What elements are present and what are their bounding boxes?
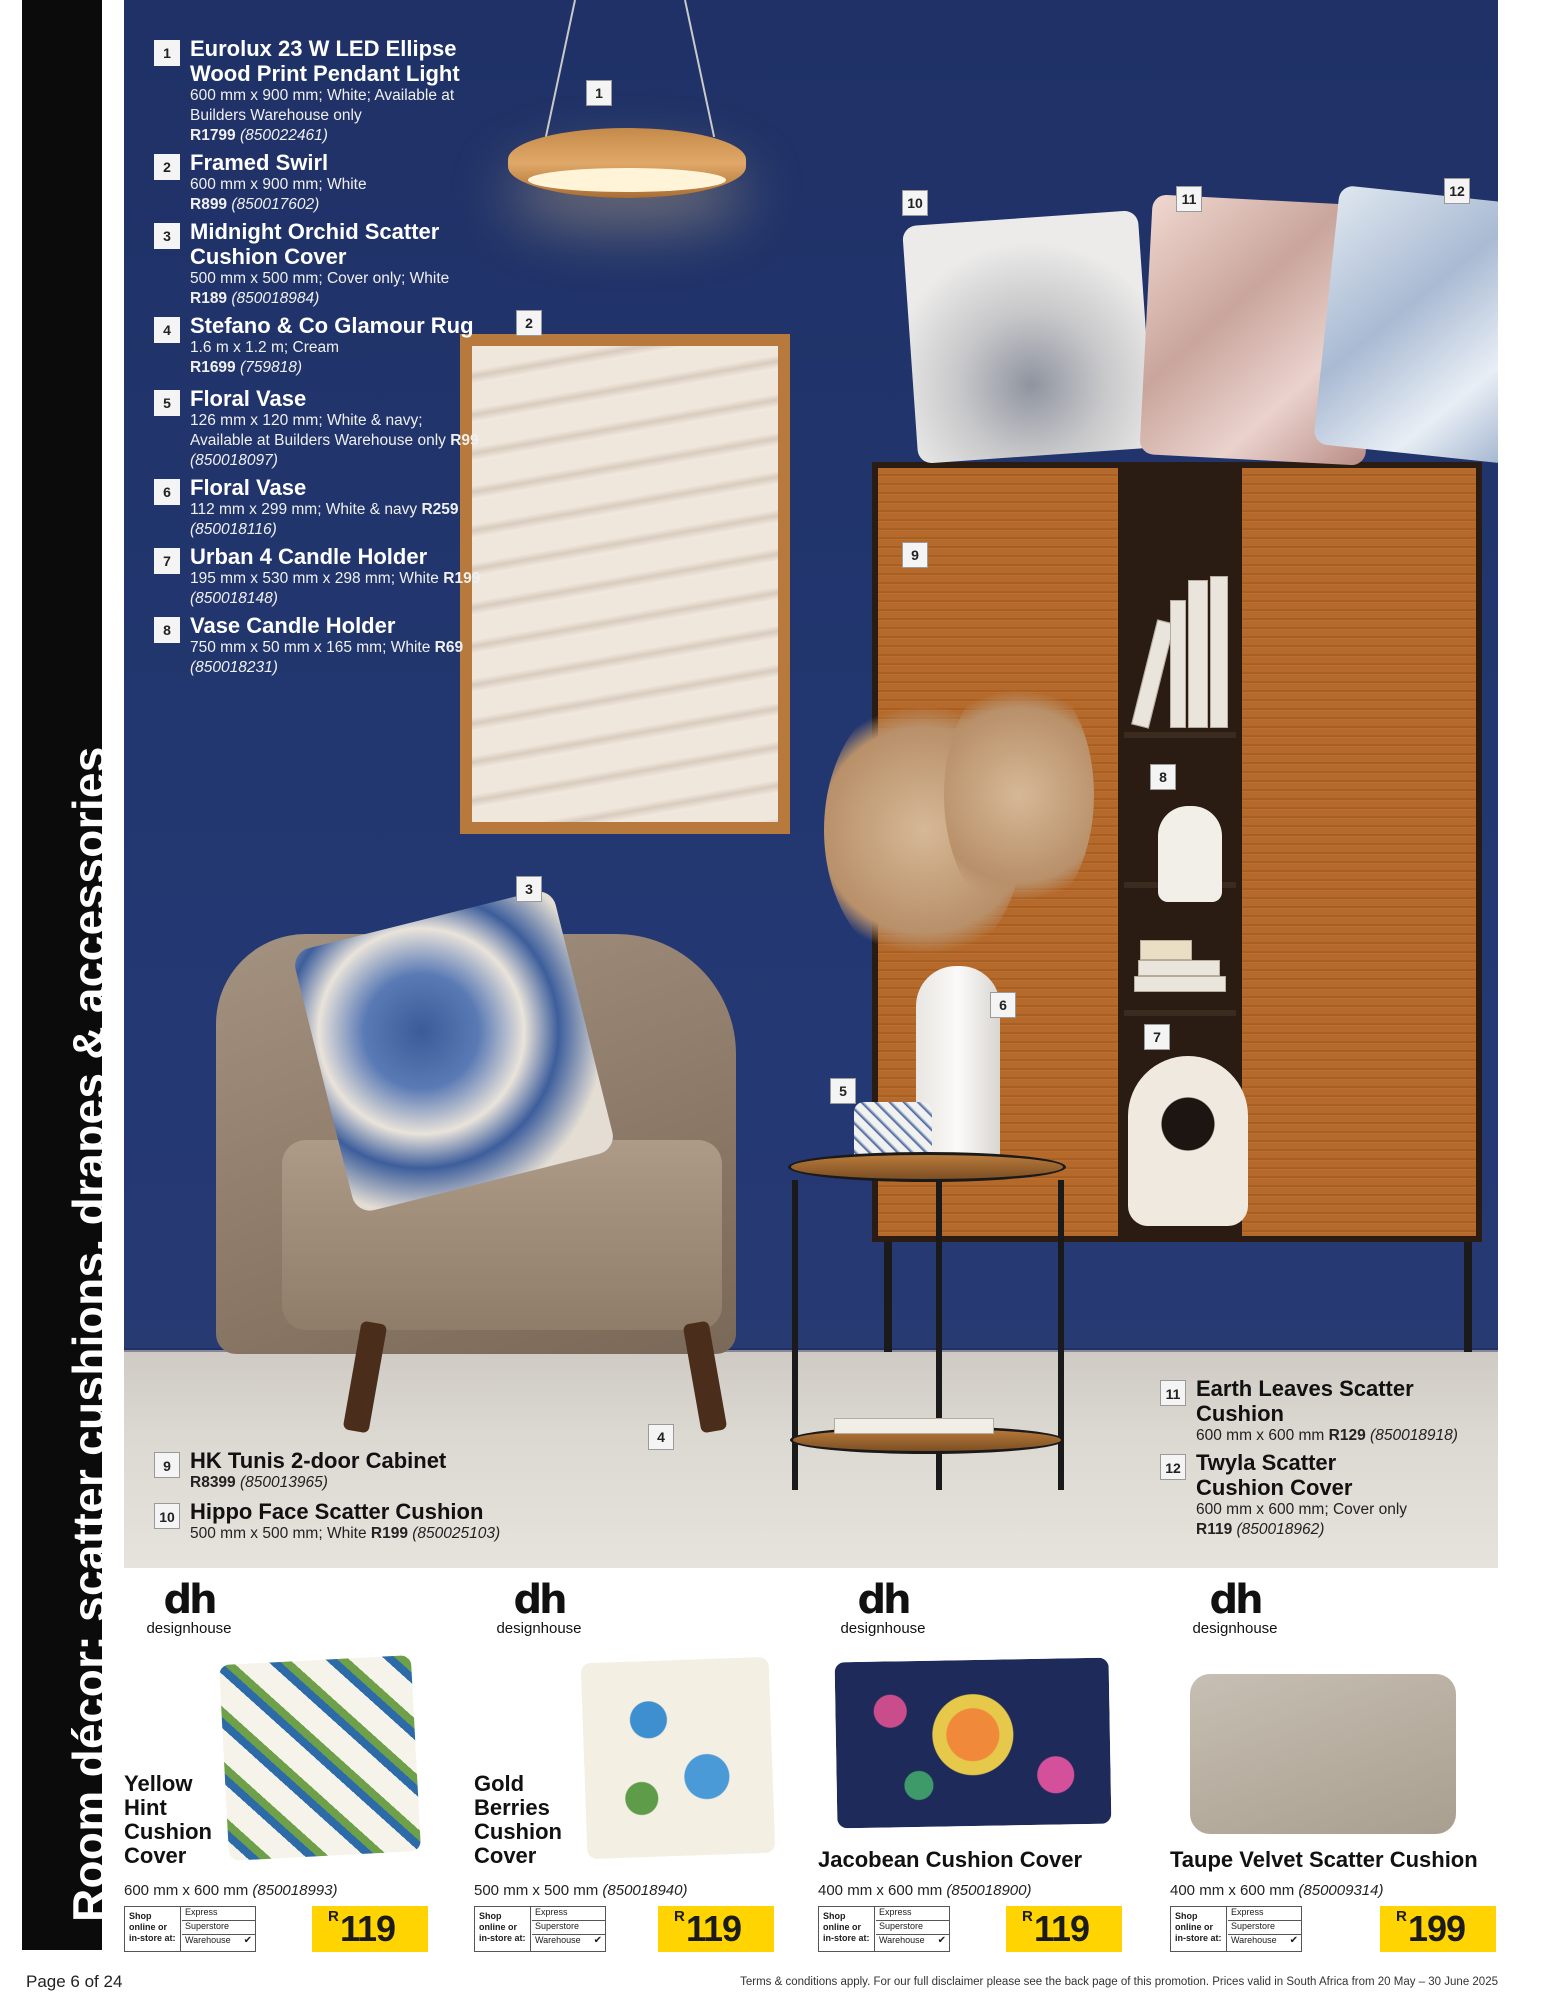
product-name: Jacobean Cushion Cover <box>818 1847 1083 1872</box>
product-item <box>124 150 484 215</box>
cabinet-door-right <box>1242 468 1476 1236</box>
marker-3: 3 <box>516 876 542 902</box>
urban-candle-holder <box>1128 1056 1248 1226</box>
cabinet-shelf <box>1124 1010 1236 1016</box>
shop-option-warehouse <box>1228 1935 1301 1949</box>
product-item <box>124 386 484 471</box>
cabinet-leg <box>1464 1242 1472 1352</box>
product-dims <box>124 1882 337 1899</box>
price-amount: 119 <box>1034 1908 1090 1949</box>
shop-label: Shop online or in-store at: <box>1171 1907 1227 1951</box>
product-item <box>124 313 484 378</box>
product-item <box>124 219 484 309</box>
product-code: (850018148) <box>190 590 278 607</box>
product-desc <box>1196 1500 1460 1540</box>
product-item <box>124 544 484 609</box>
product-card-jacobean[interactable] <box>818 1577 1148 1950</box>
product-item <box>124 36 484 146</box>
brand-mark: dh <box>1209 1577 1261 1623</box>
shop-label: Shop online or in-store at: <box>475 1907 531 1951</box>
dims-text: 500 mm x 500 mm <box>474 1882 599 1899</box>
product-name: Gold Berries Cushion Cover <box>474 1771 562 1868</box>
hippo-cushion <box>902 210 1154 464</box>
product-desc <box>1196 1426 1460 1446</box>
marker-12: 12 <box>1444 178 1470 204</box>
product-card-gold-berries[interactable] <box>474 1577 804 1950</box>
shop-option-express: Express <box>182 1907 255 1921</box>
warehouse-label: Warehouse <box>185 1935 231 1945</box>
price-amount: 119 <box>340 1908 396 1949</box>
page-number: Page 6 of 24 <box>26 1972 123 1991</box>
brand-word: designhouse <box>146 1620 232 1637</box>
product-list-bottom-right <box>1130 1376 1460 1540</box>
section-title: Room décor: scatter cushions, drapes & accessories <box>63 746 115 1922</box>
desc-text: 112 mm x 299 mm; White & navy <box>190 501 418 518</box>
shop-option-warehouse <box>876 1935 949 1949</box>
brand-mark: dh <box>513 1577 565 1623</box>
marker-5: 5 <box>830 1078 856 1104</box>
check-icon: ✔ <box>1289 1935 1298 1946</box>
disclaimer: Terms & conditions apply. For our full disclaimer please see the back page of this promotion. Prices valid in South Africa from 20 May – 30 June 2025 <box>740 1976 1498 1988</box>
marker-4: 4 <box>648 1424 674 1450</box>
product-code: (850018962) <box>1236 1521 1325 1538</box>
product-number: 12 <box>1160 1454 1186 1480</box>
swirl-canvas <box>472 346 778 822</box>
product-desc <box>190 175 484 215</box>
product-desc <box>190 500 484 540</box>
currency: R <box>328 1908 339 1925</box>
cabinet-shelf <box>1124 732 1236 738</box>
product-dims <box>818 1882 1031 1899</box>
cushion-image <box>219 1655 421 1861</box>
price-amount: 199 <box>1408 1908 1466 1949</box>
product-number: 7 <box>154 548 180 574</box>
lamp-glow <box>528 168 726 192</box>
product-name: Stefano & Co Glamour Rug <box>190 313 474 338</box>
currency: R <box>1022 1908 1033 1925</box>
price: R99 <box>450 432 479 449</box>
product-number: 5 <box>154 390 180 416</box>
product-number: 3 <box>154 223 180 249</box>
cushion-image <box>581 1657 776 1859</box>
brand-mark: dh <box>163 1577 215 1623</box>
shop-availability-box <box>124 1906 256 1952</box>
product-name: Midnight Orchid Scatter Cushion Cover <box>190 219 440 269</box>
shop-option-superstore: Superstore <box>1228 1921 1301 1935</box>
dims-text: 400 mm x 600 mm <box>1170 1882 1295 1899</box>
product-desc <box>190 269 484 309</box>
product-desc <box>190 569 484 609</box>
product-number: 10 <box>154 1503 180 1529</box>
product-code: (850009314) <box>1298 1882 1384 1899</box>
pampas-grass <box>944 670 1094 920</box>
price: R1699 <box>190 359 236 376</box>
product-code: (850018940) <box>602 1882 688 1899</box>
price: R199 <box>443 570 481 587</box>
price: R189 <box>190 290 228 307</box>
desc-text: 500 mm x 500 mm; Cover only; White <box>190 270 450 287</box>
price-tag <box>658 1906 774 1952</box>
designhouse-logo <box>818 1577 948 1637</box>
currency: R <box>674 1908 685 1925</box>
desc-text: 600 mm x 600 mm; Cover only <box>1196 1501 1408 1518</box>
marker-10: 10 <box>902 190 928 216</box>
side-banner <box>22 0 115 1950</box>
product-number: 11 <box>1160 1380 1186 1406</box>
cushion-image <box>835 1658 1112 1829</box>
price: R1799 <box>190 127 236 144</box>
product-code: (850018900) <box>946 1882 1032 1899</box>
price: R199 <box>370 1525 408 1542</box>
shop-label: Shop online or in-store at: <box>819 1907 875 1951</box>
desc-text: 750 mm x 50 mm x 165 mm; White <box>190 639 431 656</box>
currency: R <box>1396 1908 1407 1925</box>
shop-option-superstore: Superstore <box>182 1921 255 1935</box>
framed-swirl-art <box>460 334 790 834</box>
price-tag <box>1006 1906 1122 1952</box>
product-number: 9 <box>154 1452 180 1478</box>
product-desc <box>190 86 484 146</box>
book <box>1170 600 1186 728</box>
shop-option-express: Express <box>1228 1907 1301 1921</box>
product-desc <box>190 1524 584 1544</box>
product-number: 4 <box>154 317 180 343</box>
product-desc <box>190 338 484 378</box>
shop-label: Shop online or in-store at: <box>125 1907 181 1951</box>
marker-7: 7 <box>1144 1024 1170 1050</box>
twyla-cushion <box>1313 185 1498 467</box>
brand-word: designhouse <box>840 1620 926 1637</box>
price-tag <box>312 1906 428 1952</box>
desc-text: 195 mm x 530 mm x 298 mm; White <box>190 570 439 587</box>
product-item <box>124 1448 584 1493</box>
product-number: 6 <box>154 479 180 505</box>
marker-11: 11 <box>1176 186 1202 212</box>
product-name: Eurolux 23 W LED Ellipse Wood Print Pendant Light <box>190 36 460 86</box>
dims-text: 600 mm x 600 mm <box>124 1882 249 1899</box>
dims-text: 400 mm x 600 mm <box>818 1882 943 1899</box>
product-code: (759818) <box>240 359 303 376</box>
check-icon: ✔ <box>243 1935 252 1946</box>
price: R129 <box>1328 1427 1366 1444</box>
marker-2: 2 <box>516 310 542 336</box>
product-item <box>124 1499 584 1544</box>
product-dims <box>1170 1882 1383 1899</box>
magazine <box>834 1418 994 1434</box>
book <box>1140 940 1192 960</box>
shop-availability-box <box>1170 1906 1302 1952</box>
product-number: 1 <box>154 40 180 66</box>
product-name: Hippo Face Scatter Cushion <box>190 1499 484 1524</box>
product-item <box>124 475 484 540</box>
marker-6: 6 <box>990 992 1016 1018</box>
book <box>1138 960 1220 976</box>
shop-option-express: Express <box>876 1907 949 1921</box>
product-name: Earth Leaves Scatter Cushion <box>1196 1376 1414 1426</box>
product-code: (850018918) <box>1370 1427 1458 1444</box>
product-code: (850013965) <box>240 1474 328 1491</box>
product-item <box>1130 1376 1460 1446</box>
price: R69 <box>434 639 464 656</box>
marker-1: 1 <box>586 80 612 106</box>
side-table-top <box>788 1152 1066 1182</box>
product-name: Vase Candle Holder <box>190 613 396 638</box>
product-desc <box>190 411 484 471</box>
designhouse-logo <box>474 1577 604 1637</box>
marker-8: 8 <box>1150 764 1176 790</box>
product-number: 8 <box>154 617 180 643</box>
shop-option-warehouse <box>532 1935 605 1949</box>
book <box>1134 976 1226 992</box>
product-dims <box>474 1882 687 1899</box>
price: R119 <box>1196 1521 1233 1538</box>
brand-word: designhouse <box>1192 1620 1278 1637</box>
product-name: Yellow Hint Cushion Cover <box>124 1771 212 1868</box>
product-code: (850017602) <box>231 196 320 213</box>
desc-text: 600 mm x 900 mm; White; Available at Builders Warehouse only <box>190 87 455 124</box>
lamp-wire <box>545 0 576 137</box>
product-item <box>124 613 484 678</box>
product-name: Urban 4 Candle Holder <box>190 544 428 569</box>
product-item <box>1130 1450 1460 1540</box>
desc-text: 1.6 m x 1.2 m; Cream <box>190 339 340 356</box>
product-name: Taupe Velvet Scatter Cushion <box>1170 1847 1478 1872</box>
product-code: (850018116) <box>190 521 277 538</box>
brand-mark: dh <box>857 1577 909 1623</box>
product-name: Floral Vase <box>190 475 307 500</box>
book <box>1188 580 1208 728</box>
product-code: (850018097) <box>190 452 278 469</box>
shop-option-warehouse <box>182 1935 255 1949</box>
product-name: HK Tunis 2-door Cabinet <box>190 1448 447 1473</box>
product-card-yellow-hint[interactable] <box>124 1577 454 1950</box>
price-amount: 119 <box>686 1908 742 1949</box>
desc-text: 500 mm x 500 mm; White <box>190 1525 367 1542</box>
check-icon: ✔ <box>593 1935 602 1946</box>
product-list-left <box>124 36 484 678</box>
designhouse-logo <box>124 1577 254 1637</box>
warehouse-label: Warehouse <box>1231 1935 1277 1945</box>
product-list-bottom-left <box>124 1448 584 1544</box>
product-name: Framed Swirl <box>190 150 329 175</box>
product-desc <box>190 638 484 678</box>
cabinet-leg <box>884 1242 892 1352</box>
product-code: (850025103) <box>412 1525 501 1542</box>
pendant-light <box>508 128 746 198</box>
product-name: Twyla Scatter Cushion Cover <box>1196 1450 1353 1500</box>
vase-candle-holder <box>1158 806 1222 902</box>
shop-option-express: Express <box>532 1907 605 1921</box>
warehouse-label: Warehouse <box>535 1935 581 1945</box>
price: R899 <box>190 196 228 213</box>
desc-text: 600 mm x 600 mm <box>1196 1427 1325 1444</box>
shop-availability-box <box>818 1906 950 1952</box>
desc-text: 126 mm x 120 mm; White & navy; Available at Builders Warehouse only <box>190 412 446 449</box>
product-code: (850018993) <box>252 1882 338 1899</box>
book <box>1210 576 1228 728</box>
desc-text: 600 mm x 900 mm; White <box>190 176 367 193</box>
brand-word: designhouse <box>496 1620 582 1637</box>
product-code: (850018231) <box>190 659 278 676</box>
product-code: (850022461) <box>240 127 328 144</box>
lamp-wire <box>684 0 715 137</box>
product-name: Floral Vase <box>190 386 307 411</box>
product-code: (850018984) <box>231 290 320 307</box>
designhouse-logo <box>1170 1577 1300 1637</box>
price-tag <box>1380 1906 1496 1952</box>
cushion-image <box>1190 1674 1456 1834</box>
warehouse-label: Warehouse <box>879 1935 925 1945</box>
shop-option-superstore: Superstore <box>532 1921 605 1935</box>
shop-option-superstore: Superstore <box>876 1921 949 1935</box>
marker-9: 9 <box>902 542 928 568</box>
product-desc <box>190 1473 584 1493</box>
shop-availability-box <box>474 1906 606 1952</box>
product-card-taupe-velvet[interactable] <box>1170 1577 1510 1950</box>
price: R8399 <box>190 1474 236 1491</box>
check-icon: ✔ <box>937 1935 946 1946</box>
product-number: 2 <box>154 154 180 180</box>
price: R259 <box>421 501 459 518</box>
